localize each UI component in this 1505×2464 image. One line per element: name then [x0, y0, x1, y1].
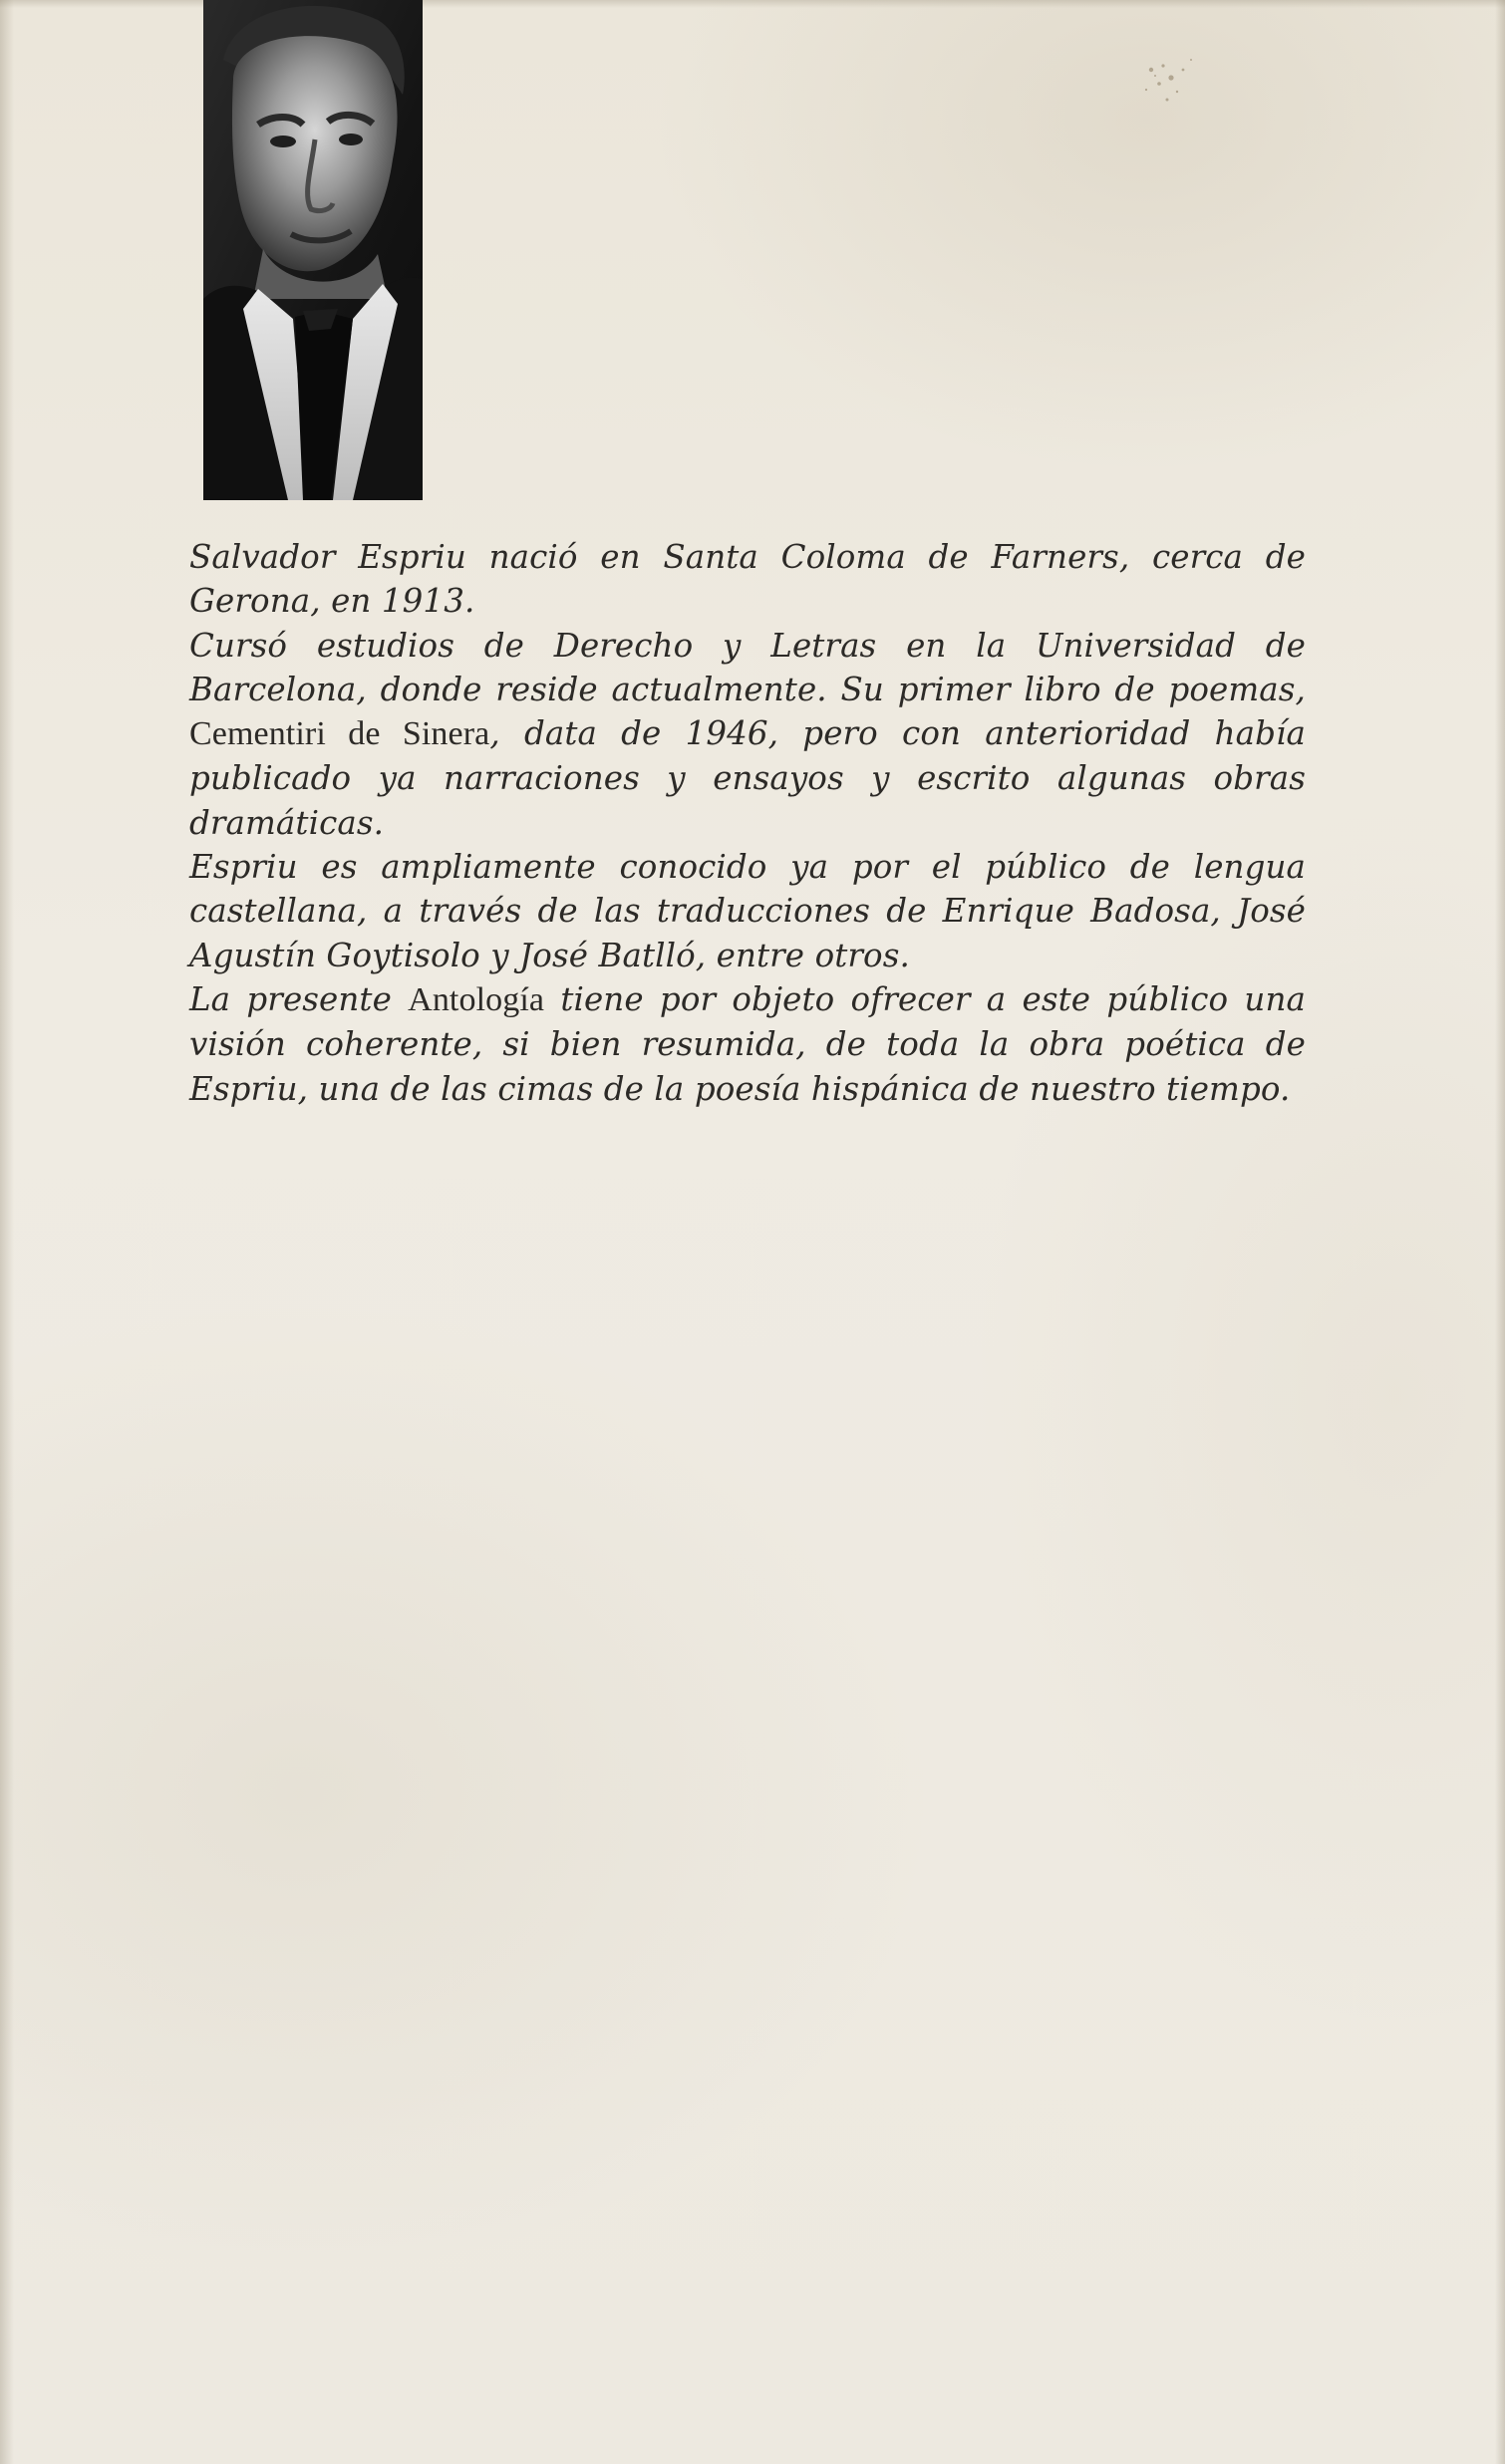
paper-stain — [1111, 40, 1221, 130]
book-title-cementiri: Cementiri de Sinera — [189, 715, 490, 753]
author-biography — [189, 535, 1306, 1111]
bio-studies-text-a: Cursó estudios de Derecho y Letras en la Universidad de Barcelona, donde reside actualmente. Su primer libro de poemas, — [189, 626, 1306, 708]
bio-anthology-text-a: La presente — [189, 979, 392, 1018]
bio-paragraph-anthology — [189, 977, 1306, 1111]
portrait-image — [203, 0, 423, 500]
bio-studies-text-b: , data de 1946, pero con anterioridad había publicado ya narraciones y ensayos y escrito algunas obras dramáticas. — [189, 714, 1306, 842]
bio-paragraph-studies — [189, 624, 1306, 845]
bio-anthology-text-b: tiene por objeto ofrecer a este público una visión coherente, si bien resumida, de toda la obra poética de Espriu, una de las cimas de la poesía hispánica de nuestro tiempo. — [189, 979, 1306, 1108]
bio-paragraph-translations: Espriu es ampliamente conocido ya por el público de lengua castellana, a través de las traducciones de Enrique Badosa, José Agustín Goytisolo y José Batlló, entre otros. — [189, 848, 1306, 974]
paper-edge-right — [1495, 0, 1505, 2464]
bio-paragraph-birth: Salvador Espriu nació en Santa Coloma de Farners, cerca de Gerona, en 1913. — [189, 538, 1306, 621]
paper-edge-left — [0, 0, 14, 2464]
author-portrait-photo — [203, 0, 423, 500]
book-title-antologia: Antología — [408, 980, 545, 1018]
